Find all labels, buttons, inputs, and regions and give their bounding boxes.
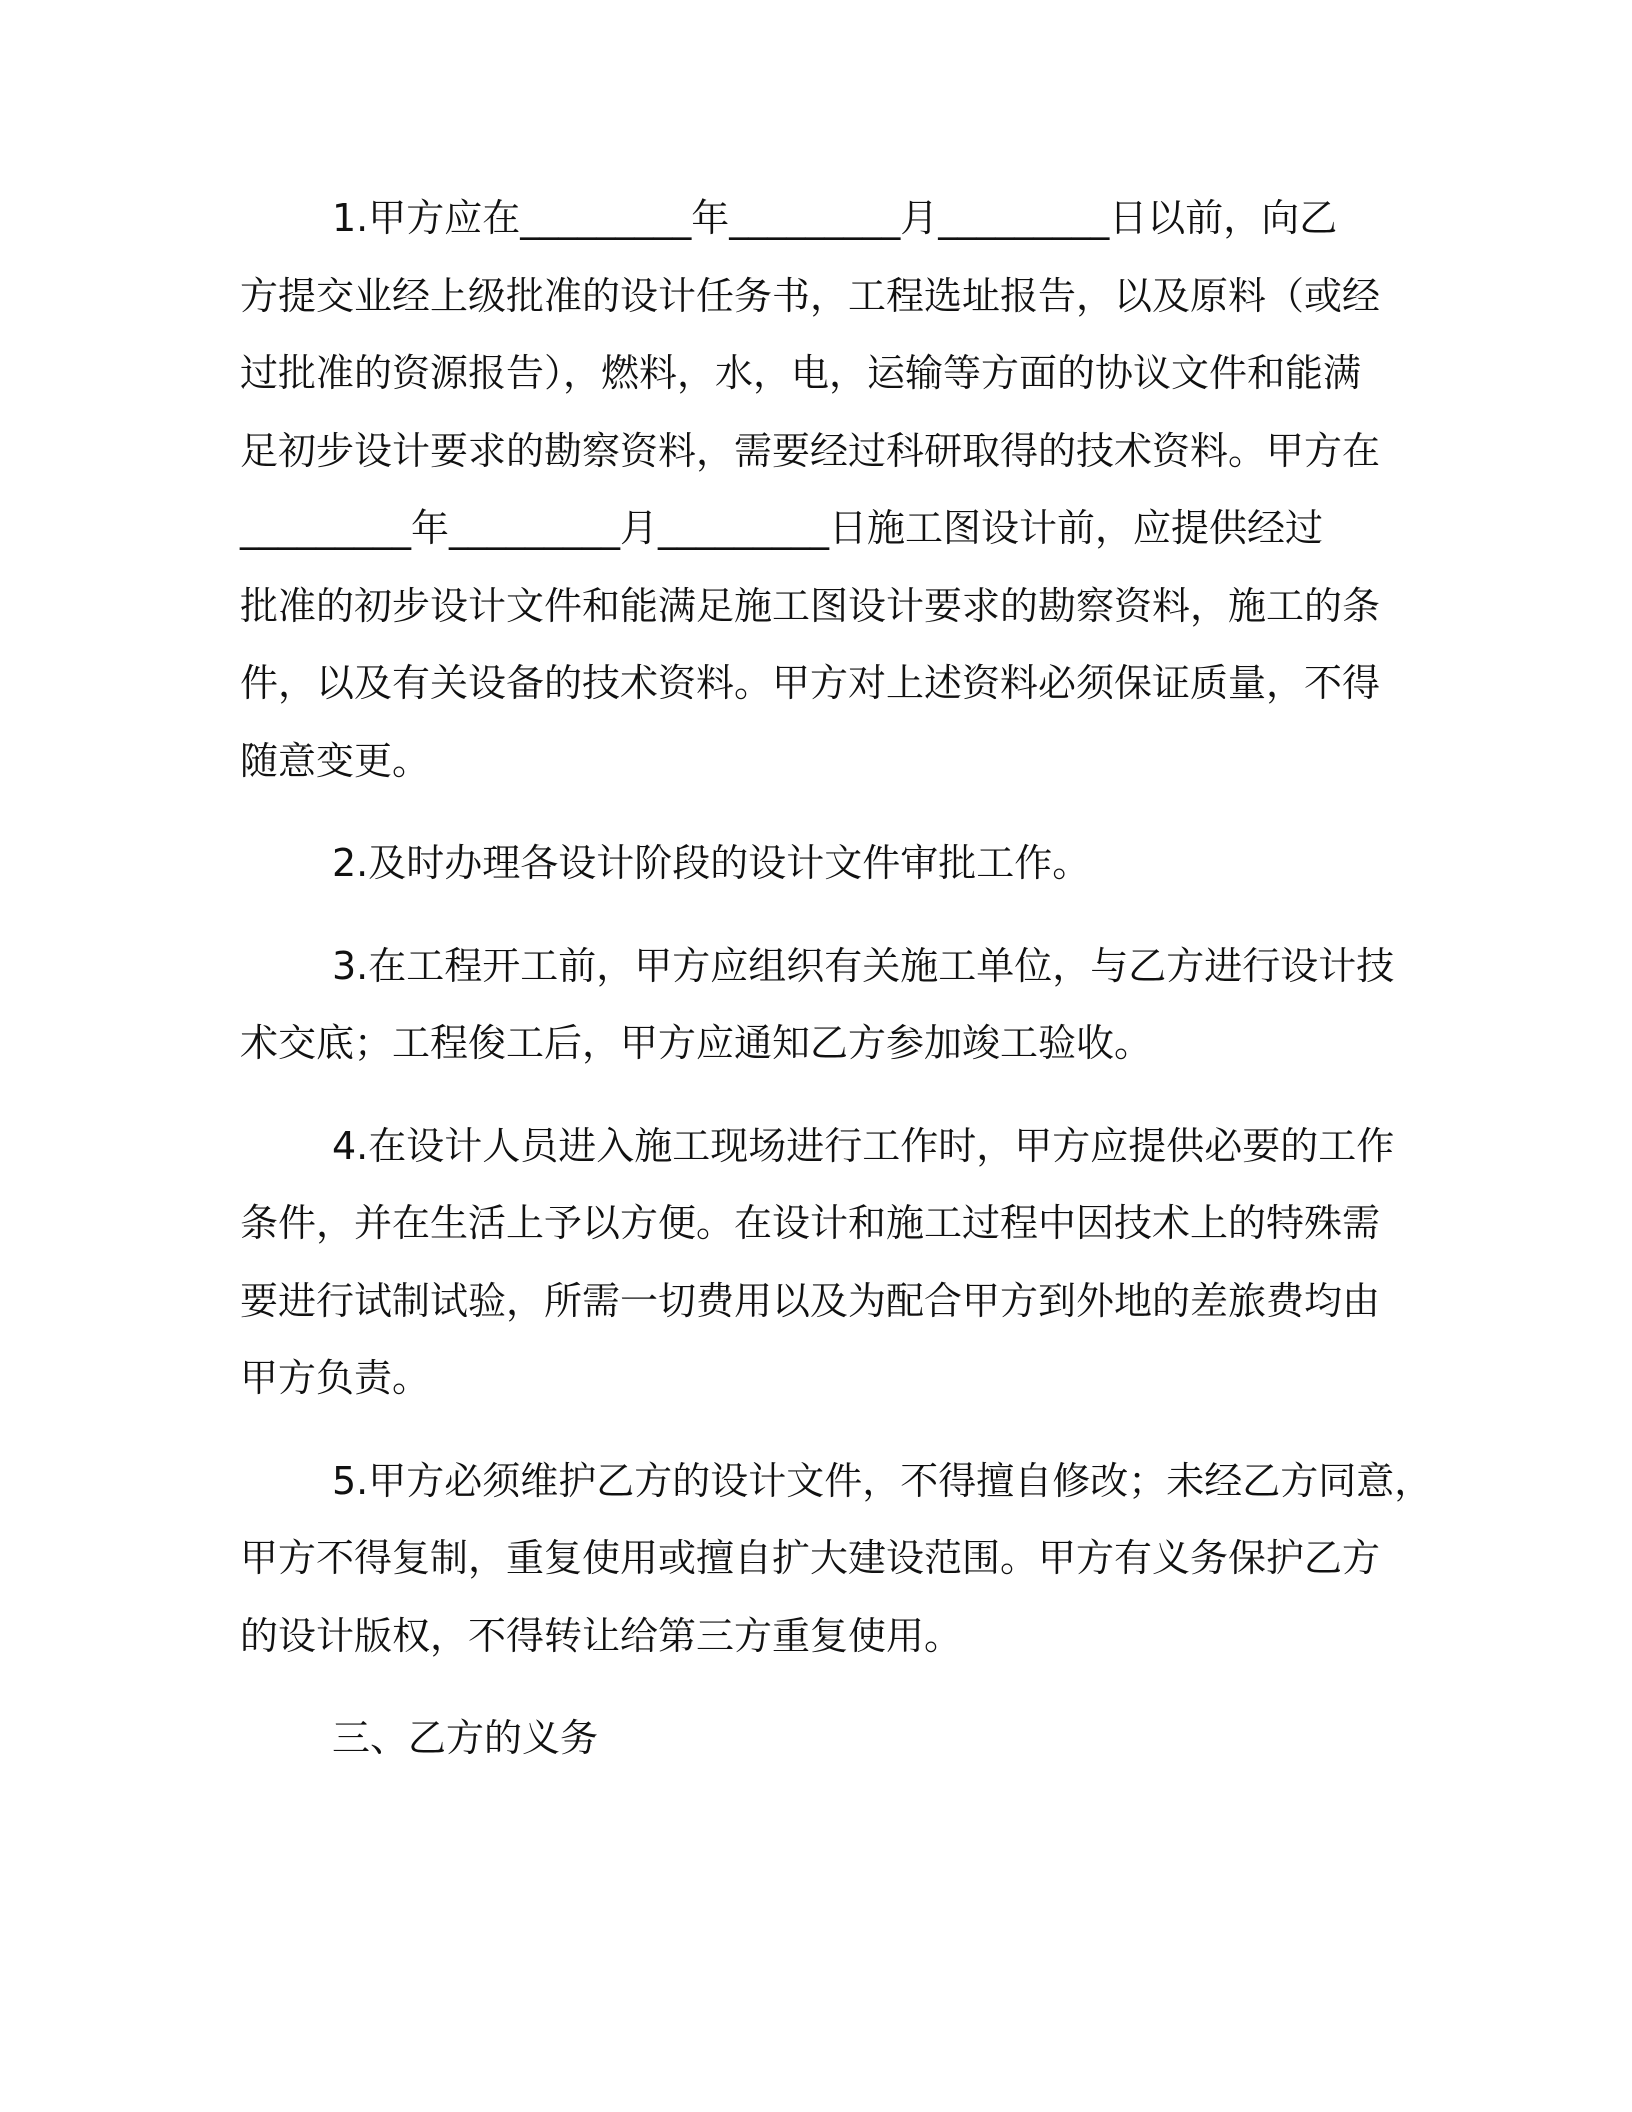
paragraph-line: _________年_________月_________日施工图设计前，应提供经过	[240, 506, 1324, 550]
document-body	[240, 180, 1433, 1803]
section-heading	[240, 1700, 1390, 1778]
paragraph-line: 1.甲方应在_________年_________月_________日以前，向乙	[332, 196, 1338, 240]
paragraph-1	[240, 180, 1390, 800]
paragraph-line: 的设计版权，不得转让给第三方重复使用。	[240, 1613, 963, 1658]
paragraph-4	[240, 1108, 1395, 1418]
paragraph-line: 术交底；工程俊工后，甲方应通知乙方参加竣工验收。	[240, 1021, 1153, 1065]
paragraph-line: 随意变更。	[240, 738, 431, 783]
paragraph-line: 甲方负责。	[240, 1356, 431, 1400]
paragraph-line: 件，以及有关设备的技术资料。甲方对上述资料必须保证质量，不得	[240, 661, 1381, 705]
paragraph-line: 足初步设计要求的勘察资料，需要经过科研取得的技术资料。甲方在	[240, 428, 1381, 473]
paragraph-line: 方提交业经上级批准的设计任务书，工程选址报告，以及原料（或经	[240, 273, 1381, 318]
paragraph-line: 条件，并在生活上予以方便。在设计和施工过程中因技术上的特殊需	[240, 1201, 1381, 1245]
paragraph-line: 批准的初步设计文件和能满足施工图设计要求的勘察资料，施工的条	[240, 583, 1381, 628]
paragraph-3	[240, 928, 1395, 1083]
paragraph-line: 甲方不得复制，重复使用或擅自扩大建设范围。甲方有义务保护乙方	[240, 1536, 1381, 1580]
paragraph-2	[240, 825, 1390, 903]
section-heading-text: 三、乙方的义务	[332, 1716, 599, 1760]
paragraph-line: 4.在设计人员进入施工现场进行工作时，甲方应提供必要的工作	[332, 1123, 1395, 1168]
paragraph-line: 2.及时办理各设计阶段的设计文件审批工作。	[332, 841, 1091, 885]
paragraph-line: 5.甲方必须维护乙方的设计文件，不得擅自修改；未经乙方同意，	[332, 1458, 1433, 1503]
paragraph-line: 3.在工程开工前，甲方应组织有关施工单位，与乙方进行设计技	[332, 943, 1395, 988]
paragraph-5	[240, 1443, 1433, 1676]
paragraph-line: 要进行试制试验，所需一切费用以及为配合甲方到外地的差旅费均由	[240, 1278, 1381, 1323]
paragraph-line: 过批准的资源报告），燃料，水，电，运输等方面的协议文件和能满	[240, 351, 1362, 395]
